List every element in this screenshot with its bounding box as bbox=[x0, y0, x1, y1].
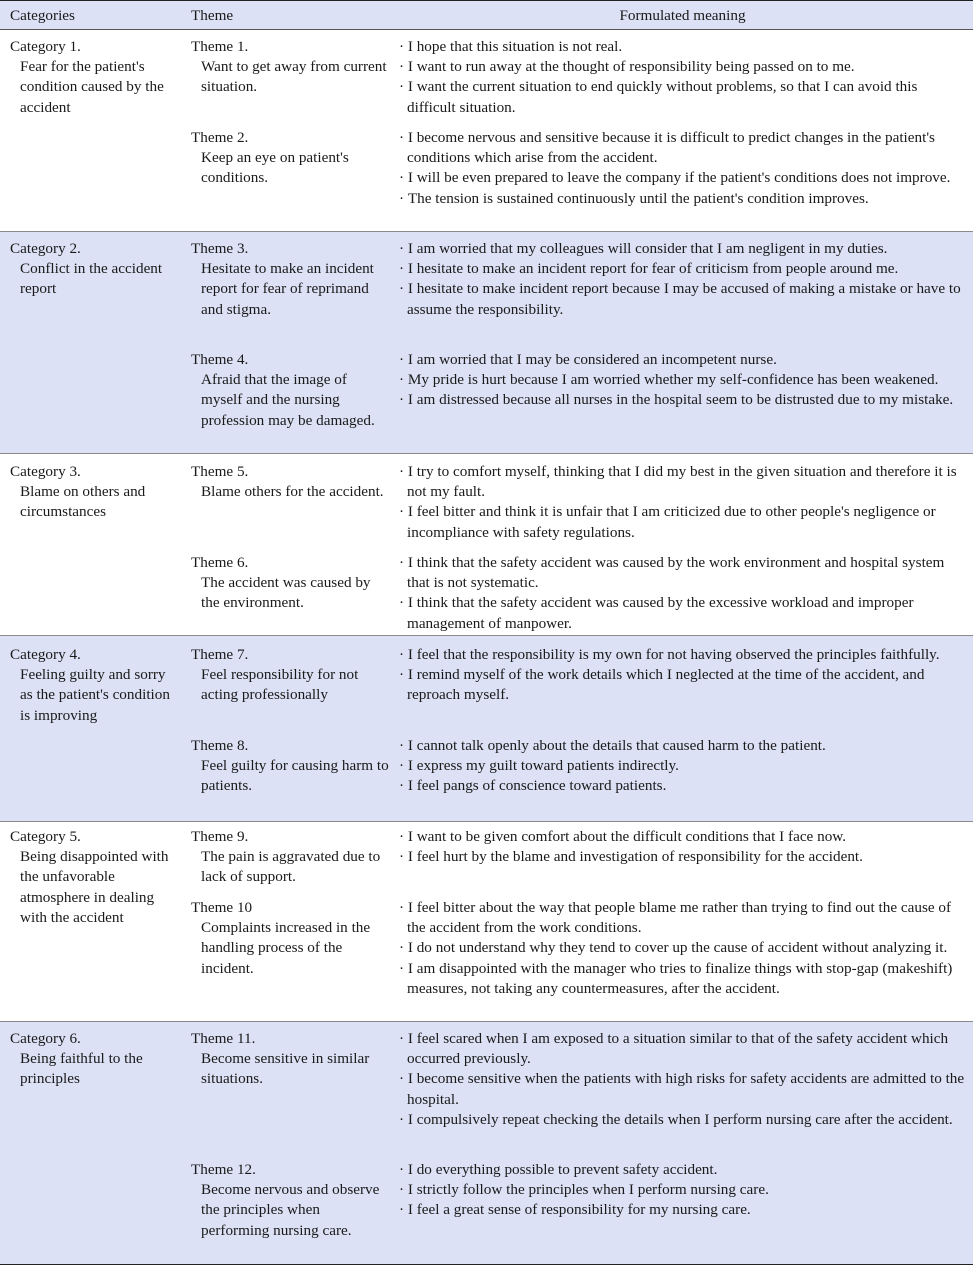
theme-label: Theme 12. bbox=[191, 1161, 256, 1178]
theme-4-meanings bbox=[399, 350, 967, 411]
theme-8-meanings bbox=[399, 736, 967, 797]
theme-name: Afraid that the image of myself and the nursing profession may be damaged. bbox=[201, 371, 375, 429]
meaning-item: · I feel bitter and think it is unfair that I am criticized due to other people's negligence or incompliance with safety regulations. bbox=[399, 502, 967, 542]
category-name: Conflict in the accident report bbox=[20, 260, 163, 298]
table-header bbox=[0, 0, 973, 30]
theme-8-cell bbox=[191, 736, 391, 797]
meaning-item: · I try to comfort myself, thinking that I did my best in the given situation and therefore it is not my fault. bbox=[399, 462, 967, 502]
category-2-cell bbox=[10, 239, 180, 300]
theme-7-cell bbox=[191, 645, 391, 706]
meaning-item: · I hesitate to make incident report because I may be accused of making a mistake or have to assume the responsibility. bbox=[399, 279, 967, 319]
category-label: Category 4. bbox=[10, 646, 81, 663]
theme-3-cell bbox=[191, 239, 391, 320]
theme-name: Want to get away from current situation. bbox=[201, 58, 387, 96]
meaning-item: · I express my guilt toward patients indirectly. bbox=[399, 756, 967, 776]
theme-name: The pain is aggravated due to lack of support. bbox=[201, 848, 381, 886]
category-name: Feeling guilty and sorry as the patient's condition is improving bbox=[20, 666, 170, 724]
theme-label: Theme 10 bbox=[191, 899, 253, 916]
meaning-item: · I think that the safety accident was caused by the work environment and hospital system that is not systematic. bbox=[399, 553, 967, 593]
theme-9-meanings bbox=[399, 827, 967, 867]
theme-5-meanings bbox=[399, 462, 967, 543]
meaning-item: · I will be even prepared to leave the company if the patient's conditions does not improve. bbox=[399, 168, 967, 188]
theme-4-cell bbox=[191, 350, 391, 431]
theme-label: Theme 7. bbox=[191, 646, 249, 663]
theme-label: Theme 3. bbox=[191, 240, 249, 257]
meaning-item: · I feel hurt by the blame and investigation of responsibility for the accident. bbox=[399, 847, 967, 867]
theme-name: Complaints increased in the handling process of the incident. bbox=[201, 919, 371, 977]
meaning-item: · I become sensitive when the patients with high risks for safety accidents are admitted to the hospital. bbox=[399, 1069, 967, 1109]
meaning-item: · I cannot talk openly about the details that caused harm to the patient. bbox=[399, 736, 967, 756]
theme-label: Theme 8. bbox=[191, 737, 249, 754]
theme-5-cell bbox=[191, 462, 391, 502]
theme-name: Become sensitive in similar situations. bbox=[201, 1050, 370, 1088]
theme-1-cell bbox=[191, 37, 391, 98]
category-label: Category 3. bbox=[10, 463, 81, 480]
theme-2-cell bbox=[191, 128, 391, 189]
theme-3-meanings bbox=[399, 239, 967, 320]
meaning-item: · I compulsively repeat checking the details when I perform nursing care after the accident. bbox=[399, 1110, 967, 1130]
meaning-item: · I strictly follow the principles when I perform nursing care. bbox=[399, 1180, 967, 1200]
meaning-item: · I am worried that my colleagues will consider that I am negligent in my duties. bbox=[399, 239, 967, 259]
meaning-item: · I feel that the responsibility is my own for not having observed the principles faithfully. bbox=[399, 645, 967, 665]
theme-name: Hesitate to make an incident report for fear of reprimand and stigma. bbox=[201, 260, 374, 318]
meaning-item: · I remind myself of the work details which I neglected at the time of the accident, and reproach myself. bbox=[399, 665, 967, 705]
meaning-item: · The tension is sustained continuously until the patient's condition improves. bbox=[399, 189, 967, 209]
meaning-item: · I think that the safety accident was caused by the excessive workload and improper management of manpower. bbox=[399, 593, 967, 633]
theme-7-meanings bbox=[399, 645, 967, 706]
theme-6-meanings bbox=[399, 553, 967, 634]
category-3-cell bbox=[10, 462, 180, 523]
theme-label: Theme 1. bbox=[191, 38, 249, 55]
theme-name: Become nervous and observe the principles when performing nursing care. bbox=[201, 1181, 380, 1239]
meaning-item: · I feel pangs of conscience toward patients. bbox=[399, 776, 967, 796]
theme-label: Theme 5. bbox=[191, 463, 249, 480]
meaning-item: · I do everything possible to prevent safety accident. bbox=[399, 1160, 967, 1180]
theme-label: Theme 6. bbox=[191, 554, 249, 571]
meaning-item: · I become nervous and sensitive because it is difficult to predict changes in the patient's conditions which arise from the accident. bbox=[399, 128, 967, 168]
meaning-item: · I want to run away at the thought of responsibility being passed on to me. bbox=[399, 57, 967, 77]
theme-label: Theme 2. bbox=[191, 129, 249, 146]
meaning-item: · I am worried that I may be considered an incompetent nurse. bbox=[399, 350, 967, 370]
theme-2-meanings bbox=[399, 128, 967, 209]
meaning-item: · My pride is hurt because I am worried whether my self-confidence has been weakened. bbox=[399, 370, 967, 390]
theme-11-cell bbox=[191, 1029, 391, 1090]
category-name: Being disappointed with the unfavorable atmosphere in dealing with the accident bbox=[20, 848, 169, 926]
meaning-item: · I hesitate to make an incident report for fear of criticism from people around me. bbox=[399, 259, 967, 279]
theme-10-meanings bbox=[399, 898, 967, 999]
theme-9-cell bbox=[191, 827, 391, 888]
header-formulated-meaning: Formulated meaning bbox=[619, 7, 746, 24]
category-name: Blame on others and circumstances bbox=[20, 483, 146, 521]
theme-6-cell bbox=[191, 553, 391, 614]
meaning-item: · I feel bitter about the way that people blame me rather than trying to find out the cause of the accident from the work conditions. bbox=[399, 898, 967, 938]
meaning-item: · I am disappointed with the manager who tries to finalize things with stop-gap (makeshift) measures, not taking any countermeasures, after the accident. bbox=[399, 959, 967, 999]
theme-name: Feel responsibility for not acting professionally bbox=[201, 666, 359, 704]
category-name: Fear for the patient's condition caused by the accident bbox=[20, 58, 164, 116]
theme-label: Theme 9. bbox=[191, 828, 249, 845]
theme-name: The accident was caused by the environment. bbox=[201, 574, 371, 612]
theme-12-meanings bbox=[399, 1160, 967, 1221]
meaning-item: · I want the current situation to end quickly without problems, so that I can avoid this difficult situation. bbox=[399, 77, 967, 117]
theme-name: Blame others for the accident. bbox=[201, 483, 384, 501]
theme-name: Feel guilty for causing harm to patients. bbox=[201, 757, 389, 795]
category-label: Category 2. bbox=[10, 240, 81, 257]
header-theme: Theme bbox=[191, 7, 234, 24]
theme-11-meanings bbox=[399, 1029, 967, 1130]
theme-name: Keep an eye on patient's conditions. bbox=[201, 149, 349, 187]
category-1-cell bbox=[10, 37, 180, 118]
theme-12-cell bbox=[191, 1160, 391, 1241]
meaning-item: · I hope that this situation is not real. bbox=[399, 37, 967, 57]
theme-label: Theme 11. bbox=[191, 1030, 256, 1047]
category-label: Category 6. bbox=[10, 1030, 81, 1047]
category-6-cell bbox=[10, 1029, 180, 1090]
meaning-item: · I am distressed because all nurses in the hospital seem to be distrusted due to my mistake. bbox=[399, 390, 967, 410]
header-categories: Categories bbox=[10, 7, 75, 24]
meaning-item: · I feel scared when I am exposed to a situation similar to that of the safety accident which occurred previously. bbox=[399, 1029, 967, 1069]
theme-label: Theme 4. bbox=[191, 351, 249, 368]
theme-10-cell bbox=[191, 898, 391, 979]
theme-1-meanings bbox=[399, 37, 967, 118]
meaning-item: · I do not understand why they tend to cover up the cause of accident without analyzing it. bbox=[399, 938, 967, 958]
meaning-item: · I feel a great sense of responsibility for my nursing care. bbox=[399, 1200, 967, 1220]
category-label: Category 1. bbox=[10, 38, 81, 55]
category-5-cell bbox=[10, 827, 180, 928]
category-4-cell bbox=[10, 645, 180, 726]
category-label: Category 5. bbox=[10, 828, 81, 845]
meaning-item: · I want to be given comfort about the difficult conditions that I face now. bbox=[399, 827, 967, 847]
category-name: Being faithful to the principles bbox=[20, 1050, 143, 1088]
